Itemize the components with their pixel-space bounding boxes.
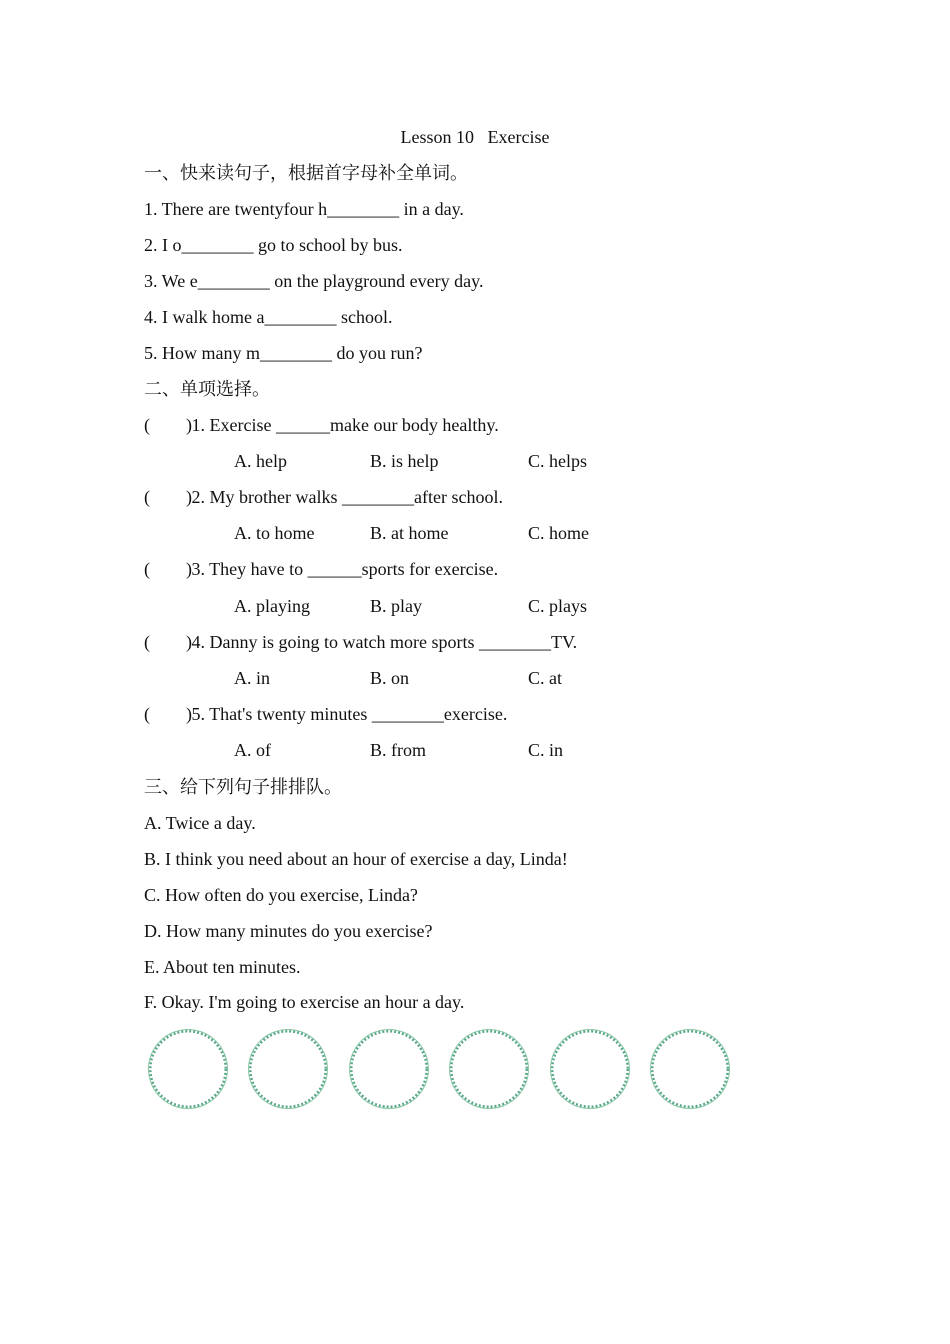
option-a: A. playing xyxy=(234,596,310,616)
fill-blank-item-4: 4. I walk home a________ school. xyxy=(144,307,393,327)
fill-blank-item-5: 5. How many m________ do you run? xyxy=(144,343,423,363)
answer-circle-1[interactable] xyxy=(146,1027,230,1111)
option-a: A. to home xyxy=(234,523,315,543)
option-c: C. at xyxy=(528,668,562,688)
sentence-d: D. How many minutes do you exercise? xyxy=(144,921,433,941)
answer-circle-4[interactable] xyxy=(447,1027,531,1111)
question-text: 4. Danny is going to watch more sports ________TV. xyxy=(187,632,578,652)
sentence-e: E. About ten minutes. xyxy=(144,957,301,977)
answer-circle-6[interactable] xyxy=(648,1027,732,1111)
answer-circles xyxy=(146,1027,736,1115)
option-b: B. on xyxy=(370,668,410,688)
fill-blank-item-1: 1. There are twentyfour h________ in a day. xyxy=(144,199,464,219)
sentence-b: B. I think you need about an hour of exercise a day, Linda! xyxy=(144,849,568,869)
answer-parenthesis[interactable]: ( ) xyxy=(144,559,192,579)
option-c: C. in xyxy=(528,740,564,760)
section3-heading: 三、给下列句子排排队。 xyxy=(144,777,342,797)
sentence-a: A. Twice a day. xyxy=(144,813,256,833)
question-text: 1. Exercise ______make our body healthy. xyxy=(187,415,499,435)
sentence-c: C. How often do you exercise, Linda? xyxy=(144,885,418,905)
question-text: 5. That's twenty minutes ________exercise. xyxy=(187,704,508,724)
option-b: B. play xyxy=(370,596,422,616)
section2-heading: 二、单项选择。 xyxy=(144,379,270,399)
answer-parenthesis[interactable]: ( ) xyxy=(144,415,192,435)
answer-parenthesis[interactable]: ( ) xyxy=(144,632,192,652)
option-c: C. home xyxy=(528,523,589,543)
option-a: A. of xyxy=(234,740,271,760)
answer-circle-2[interactable] xyxy=(246,1027,330,1111)
answer-parenthesis[interactable]: ( ) xyxy=(144,487,192,507)
sentence-f: F. Okay. I'm going to exercise an hour a day. xyxy=(144,992,465,1012)
option-b: B. at home xyxy=(370,523,449,543)
option-a: A. help xyxy=(234,451,287,471)
option-c: C. plays xyxy=(528,596,588,616)
fill-blank-item-3: 3. We e________ on the playground every day. xyxy=(144,271,484,291)
option-b: B. from xyxy=(370,740,426,760)
option-a: A. in xyxy=(234,668,270,688)
answer-circle-5[interactable] xyxy=(548,1027,632,1111)
answer-circle-3[interactable] xyxy=(347,1027,431,1111)
question-text: 2. My brother walks ________after school. xyxy=(187,487,503,507)
fill-blank-item-2: 2. I o________ go to school by bus. xyxy=(144,235,403,255)
option-b: B. is help xyxy=(370,451,439,471)
option-c: C. helps xyxy=(528,451,588,471)
page-title: Lesson 10 Exercise xyxy=(400,127,550,147)
section1-heading: 一、快来读句子，根据首字母补全单词。 xyxy=(144,163,468,183)
answer-parenthesis[interactable]: ( ) xyxy=(144,704,192,724)
question-text: 3. They have to ______sports for exercise. xyxy=(187,559,499,579)
